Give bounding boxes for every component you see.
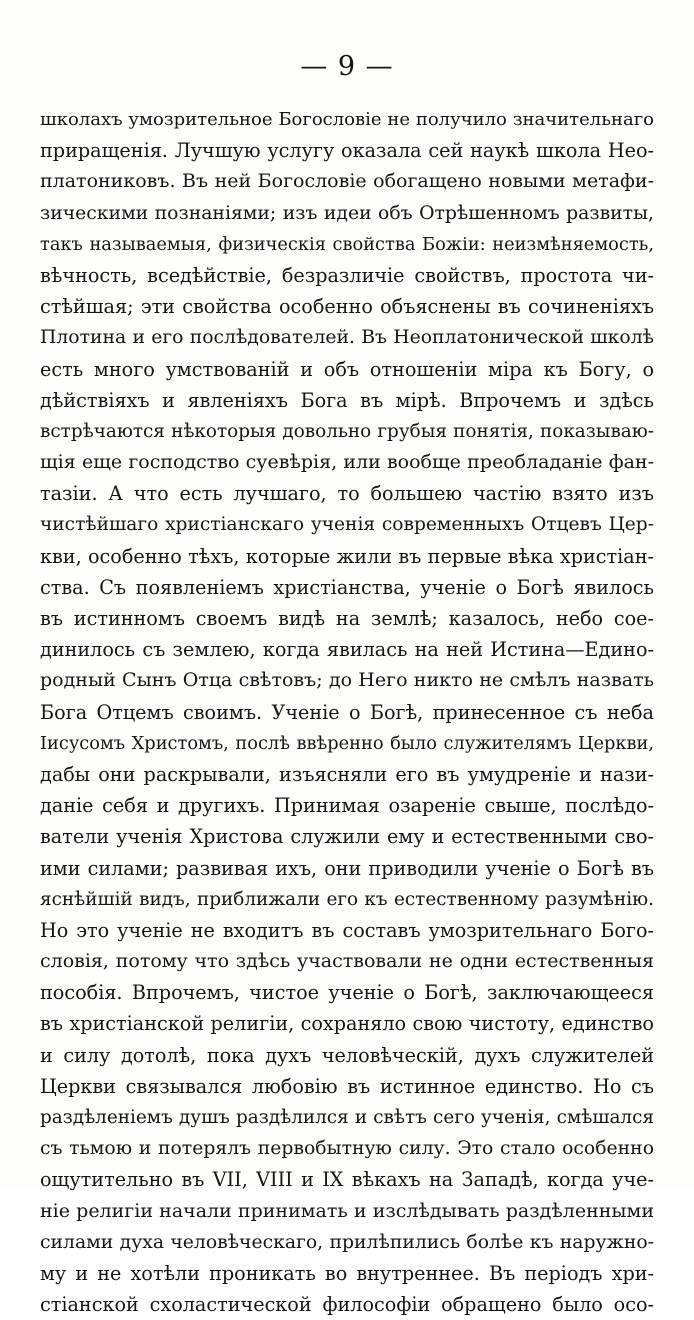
text-line: Но это ученіе не входитъ въ составъ умозрительнаго Бого- [40,918,654,942]
text-line: му и не хотѣли проникать во внутреннее. Въ періодъ хри- [40,1261,654,1285]
text-line: и силу дотолѣ, пока духъ человѣческій, духъ служителей [40,1043,654,1067]
text-line: школахъ умозрительное Богословіе не получило значительнаго [40,109,654,130]
text-line: ніе религіи начали принимать и изслѣдывать раздѣленными [40,1199,654,1222]
text-line: зическими познаніями; изъ идеи объ Отрѣшенномъ развиты, [40,202,654,224]
text-line: пособія. Впрочемъ, чистое ученіе о Богѣ, заключающееся [40,981,654,1005]
text-line: ощутительно въ VII, VIII и IX вѣкахъ на Западѣ, когда уче- [40,1168,654,1192]
text-line: встрѣчаются нѣкоторыя довольно грубыя понятія, показываю- [40,420,654,442]
text-line: стіанской схоластической философіи обращено было осо- [40,1293,654,1317]
text-line: Плотина и его послѣдователей. Въ Неоплатонической школѣ [40,327,654,349]
page-number: — 9 — [300,51,394,82]
text-line: есть много умствованій и объ отношеніи міра къ Богу, о [40,357,654,381]
text-line: тазіи. А что есть лучшаго, то большею частію взято изъ [40,482,654,506]
text-line: раздѣленіемъ душъ раздѣлился и свѣтъ сего ученія, смѣшался [40,1107,654,1128]
text-line: щія еще господство суевѣрія, или вообще преобладаніе фан- [40,451,654,474]
text-line: ими силами; развивая ихъ, они приводили ученіе о Богѣ въ [40,856,654,880]
text-line: стѣйшая; эти свойства особенно объяснены въ сочиненіяхъ [40,295,654,319]
text-line: приращенія. Лучшую услугу оказала сей наукѣ школа Нео- [40,139,654,163]
text-line: родный Сынъ Отца свѣтовъ; до Него никто не смѣлъ назвать [40,669,654,692]
text-line: платониковъ. Въ ней Богословіе обогащено новыми метафи- [40,170,654,193]
text-line: съ тьмою и потерялъ первобытную силу. Это стало особенно [40,1138,654,1160]
text-line: вѣчность, вседѣйствіе, безразличіе свойствъ, простота чи- [40,263,654,287]
text-line: динилось съ землею, когда явилась на ней Истина—Едино- [40,638,654,662]
text-line: даніе себя и другихъ. Принимая озареніе свыше, послѣдо- [40,794,654,818]
text-line: дѣйствіяхъ и явленіяхъ Бога въ мірѣ. Впрочемъ и здѣсь [40,388,654,412]
text-line: силами духа человѣческаго, прилѣпились болѣе къ наружно- [40,1231,654,1253]
text-line: дабы они раскрывали, изъясняли его въ умудреніе и нази- [40,762,654,786]
text-line: Бога Отцемъ своимъ. Ученіе о Богѣ, принесенное съ неба [40,700,654,724]
text-line: яснѣйшій видъ, приближали его къ естественному разумѣнію. [40,888,654,910]
text-line: Іисусомъ Христомъ, послѣ ввѣренно было служителямъ Церкви, [40,732,654,754]
text-line: чистѣйшаго христіанскаго ученія современныхъ Отцевъ Цер- [40,514,654,536]
text-line: такъ называемыя, физическія свойства Божіи: неизмѣняемость, [40,233,654,255]
text-line: ватели ученія Христова служили ему и естественными сво- [40,825,654,849]
text-line: словія, потому что здѣсь участвовали не одни естественныя [40,950,654,973]
text-line: Церкви связывался любовію въ истинное единство. Но съ [40,1074,654,1098]
text-line: кви, особенно тѣхъ, которые жили въ первые вѣка христіан- [40,544,654,568]
text-line: въ христіанской религіи, сохраняло свою чистоту, единство [40,1012,654,1036]
body-text [40,104,654,1320]
text-line: въ истинномъ своемъ видѣ на землѣ; казалось, небо сое- [40,607,654,630]
text-line: ства. Съ появленіемъ христіанства, ученіе о Богѣ явилось [40,575,654,599]
